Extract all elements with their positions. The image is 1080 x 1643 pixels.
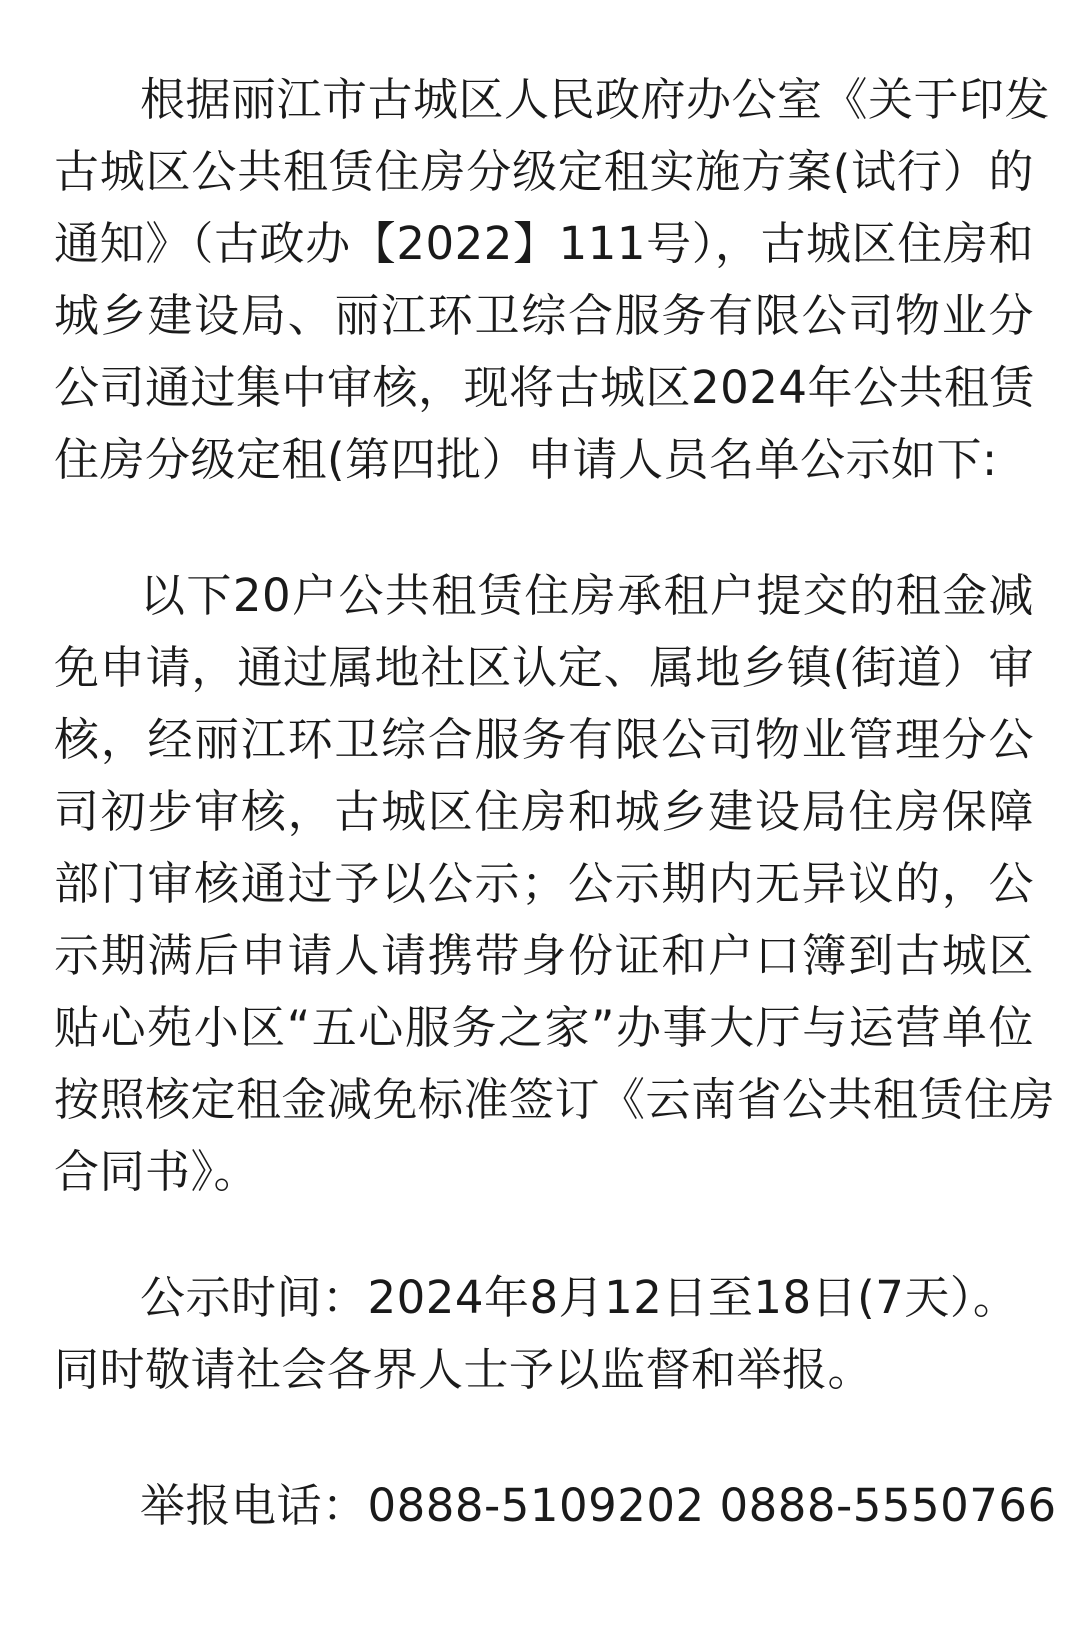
paragraph-3-line-1: 公示时间：2024年8月12日至18日(7天）。 (140, 1271, 1019, 1324)
paragraph-1-line-1: 根据丽江市古城区人民政府办公室《关于印发 (140, 73, 1051, 126)
paragraph-2-line-4: 司初步审核，古城区住房和城乡建设局住房保障 (54, 785, 1034, 838)
paragraph-1-line-2: 古城区公共租赁住房分级定租实施方案(试行）的 (54, 145, 1034, 198)
paragraph-2-line-7: 贴心苑小区“五心服务之家”办事大厅与运营单位 (54, 1001, 1034, 1054)
paragraph-2-line-2: 免申请，通过属地社区认定、属地乡镇(街道）审 (54, 641, 1034, 694)
paragraph-2-line-1: 以下20户公共租赁住房承租户提交的租金减 (140, 569, 1034, 622)
paragraph-1-line-3: 通知》（古政办【2022】111号），古城区住房和 (54, 217, 1034, 270)
paragraph-2-line-6: 示期满后申请人请携带身份证和户口簿到古城区 (54, 929, 1034, 982)
paragraph-2-line-5: 部门审核通过予以公示；公示期内无异议的，公 (54, 857, 1034, 910)
report-phone-line: 举报电话：0888-5109202 0888-5550766 (140, 1479, 1057, 1532)
paragraph-3-line-2: 同时敬请社会各界人士予以监督和举报。 (54, 1343, 874, 1396)
paragraph-2-line-3: 核，经丽江环卫综合服务有限公司物业管理分公 (54, 713, 1034, 766)
paragraph-1-line-5: 公司通过集中审核，现将古城区2024年公共租赁 (54, 361, 1036, 414)
paragraph-2-line-9: 合同书》。 (54, 1145, 260, 1198)
paragraph-1-line-6: 住房分级定租(第四批）申请人员名单公示如下: (54, 433, 998, 486)
paragraph-2-line-8: 按照核定租金减免标准签订《云南省公共租赁住房 (54, 1073, 1056, 1126)
paragraph-1-line-4: 城乡建设局、丽江环卫综合服务有限公司物业分 (54, 289, 1034, 342)
